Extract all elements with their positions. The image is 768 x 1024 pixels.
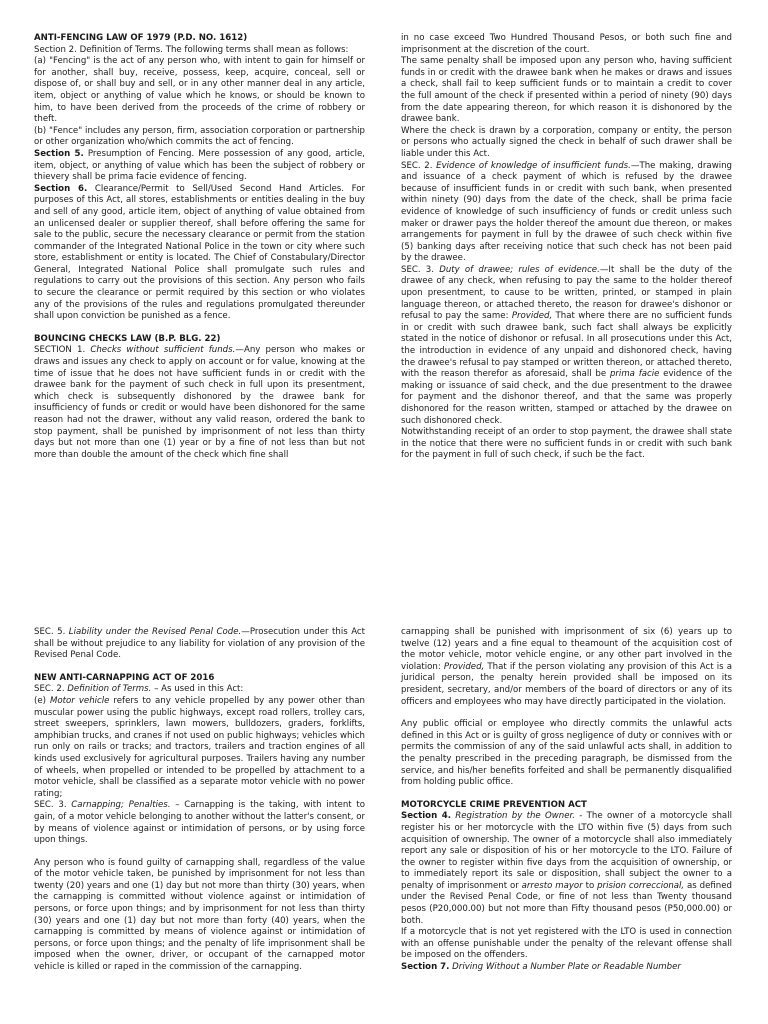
emphasis: arresto mayor — [521, 880, 583, 891]
section-text: Clearance/Permit to Sell/Used Second Hand Articles. For purposes of this Act, all stores, establishments or entities dealing in the buy and sell of any good, article item, object of anything of value obtained from an unlicensed dealer or supplier thereof, shall before offering the same for sale to the public, secure the necessary clearance or permit from the station commander of the Integrated National Police in the town or city where such store, establishment or entity is located. The Chief of Constabulary/Director General, Integrated National Police shall promulgate such rules and regulations to carry out the provisions of this section. Any person who fails to secure the clearance or permit required by this section or who violates any of the provisions of the rules and regulations promulgated thereunder shall upon conviction be punished as a fence. — [34, 183, 365, 322]
section-label: (e) — [34, 695, 50, 706]
paragraph — [34, 627, 365, 662]
paragraph: Where the check is drawn by a corporation, company or entity, the person or persons who actually signed the check in behalf of such drawer shall be liable under this Act. — [401, 125, 732, 159]
paragraph: Section 2. Definition of Terms. The following terms shall mean as follows: — [34, 44, 349, 55]
paragraph — [401, 265, 732, 427]
section-text: —Any person who makes or draws and issues any check to apply on account or for value, knowing at the time of issue that he does not have sufficient funds in or credit with the drawee bank for the payment of such check in full upon its presentment, which check is subsequently dishonored by the drawee bank for insufficiency of funds or credit or would have been dishonored for the same reason had not the drawer, without any valid reason, ordered the bank to stop payment, shall be punished by imprisonment of not less than thirty days but not more than one (1) year or by a fine of not less than but not more than double the amount of the check which fine shall — [34, 345, 365, 460]
section-text: as defined under the Revised Penal Code, or fine of not less than Twenty thousand pesos (P20,000.00) but not more than Fifty thousand pesos (P50,000.00) or both. — [401, 880, 732, 926]
section-text: —Prosecution under this Act shall be without prejudice to any liability for violation of any provision of the Revised Penal Code. — [34, 627, 366, 661]
paragraph — [401, 627, 732, 708]
heading-anti-fencing: ANTI-FENCING LAW OF 1979 (P.D. NO. 1612) — [34, 33, 248, 43]
section-text: – As used in this Act: — [151, 684, 244, 695]
section-title: Checks without sufficient funds. — [90, 345, 236, 356]
section-title: Liability under the Revised Penal Code. — [68, 627, 242, 637]
paragraph — [34, 800, 365, 846]
emphasis: Provided, — [511, 311, 553, 322]
section-label: Section 7. — [401, 962, 450, 973]
section-title: Evidence of knowledge of insufficient funds. — [436, 160, 631, 171]
paragraph: Notwithstanding receipt of an order to stop payment, the drawee shall state in the notice that there were no sufficient funds in or credit with such bank for the payment in full of such check, if such be the fact. — [401, 427, 732, 461]
section-label: Section 5. — [34, 148, 84, 159]
section-label: SEC. 2. — [34, 684, 68, 695]
section-text: - The owner of a motorcycle shall register his or her motorcycle with the LTO within five (5) days from such acquisition of ownership. The owner of a motorcycle shall also immediately report any sale or disposition of his or her motorcycle to the LTO. Failure of the owner to register within five days from the acquisition of ownership, or to immediately report its sale or disposition, shall subject the owner to a penalty of imprisonment or — [401, 811, 732, 891]
section-text: That if the person violating any provision of this Act is a juridical person, the penalty herein provided shall be imposed on its president, secretary, and/or members of the board of directors or any of its officers and employees who may have directly participated in the violation. — [401, 661, 732, 707]
section-label: SEC. 3. — [34, 800, 72, 811]
paragraph: The same penalty shall be imposed upon any person who, having sufficient funds in or credit with the drawee bank when he makes or draws and issues a check, shall fail to keep sufficient funds or to maintain a credit to cover the full amount of the check if presented within a period of ninety (90) days from the date appearing thereon, for which reason it is dishonored by the drawee bank. — [401, 56, 732, 125]
column-top-right — [401, 33, 732, 462]
paragraph — [34, 345, 365, 461]
paragraph: Any person who is found guilty of carnapping shall, regardless of the value of the motor vehicle taken, be punished by imprisonment for not less than twenty (20) years and one (1) day but not more than thirty (30) years, when the carnapping is committed without violence against or intimidation of persons, or force upon things; and by imprisonment for not less than thirty (30) years and one (1) day but not more than forty (40) years, when the carnapping is committed by means of violence against or intimidation of persons, or force upon things; and the penalty of life imprisonment shall be imposed when the owner, driver, or occupant of the carnapped motor vehicle is killed or raped in the commission of the carnapping. — [34, 857, 365, 973]
section-text: carnapping shall be punished with imprisonment of six (6) years up to twelve (12) years and a fine equal to theamount of the acquisition cost of the motor vehicle, motor vehicle engine, or any other part involved in the violation: — [401, 627, 732, 672]
paragraph: Any public official or employee who directly commits the unlawful acts defined in this Act or is guilty of gross negligence of duty or connives with or permits the commission of any of the said unlawful acts shall, in addition to the penalty prescribed in the preceding paragraph, be dismissed from the service, and his/her benefits forfeited and shall be permanently disqualified from holding public office. — [401, 719, 732, 788]
section-label: SECTION 1. — [34, 345, 91, 356]
section-title: Driving Without a Number Plate or Readable Number — [449, 962, 681, 973]
paragraph — [401, 811, 732, 927]
paragraph — [34, 696, 365, 800]
heading-bouncing-checks: BOUNCING CHECKS LAW (B.P. BLG. 22) — [34, 333, 221, 344]
section-label: Section 6. — [34, 183, 88, 194]
section-title: Duty of drawee; rules of evidence. — [439, 264, 600, 275]
section-text: – Carnapping is the taking, with intent to gain, of a motor vehicle belonging to another without the latter's consent, or by means of violence against or intimidation of persons, or by using force upon things. — [34, 800, 365, 846]
section-text: refers to any vehicle propelled by any power other than muscular power using the public highways, except road rollers, trolley cars, street sweepers, sprinklers, lawn mowers, bulldozers, graders, forklifts, amphibian trucks, and cranes if not used on public highways; vehicles which run only on rails or tracks; and tractors, trailers and traction engines of all kinds used exclusively for agricultural purposes. Trailers having any number of wheels, when propelled or intended to be propelled by attachment to a motor vehicle, shall be classified as a separate motor vehicle with no power rating; — [34, 695, 365, 799]
emphasis: prision correccional, — [597, 880, 685, 891]
section-text: That where there are no sufficient funds in or credit with such drawee bank, such fact shall always be explicitly stated in the notice of dishonor or refusal. In all prosecutions under this Act, the introduction in evidence of any unpaid and dishonored check, having the drawee's refusal to pay stamped or written thereon, or attached thereto, with the reason therefor as aforesaid, shall be — [401, 311, 732, 380]
section-text: —The making, drawing and issuance of a check payment of which is refused by the drawee because of insufficient funds in or credit with such bank, when presented within ninety (90) days from the date of the check, shall be prima facie evidence of knowledge of such insufficiency of funds or credit unless such maker or drawer pays the holder thereof the amount due thereon, or makes arrangements for payment in full by the drawee of such check within five (5) banking days after receiving notice that such check has not been paid by the drawee. — [401, 160, 733, 264]
paragraph — [34, 184, 365, 323]
section-title: Registration by the Owner. — [450, 811, 575, 822]
paragraph — [401, 962, 732, 974]
column-bottom-left — [34, 627, 365, 974]
section-title: Carnapping; Penalties. — [71, 800, 171, 811]
section-title: Motor vehicle — [50, 695, 110, 706]
column-bottom-right — [401, 627, 732, 974]
paragraph: in no case exceed Two Hundred Thousand Pesos, or both such fine and imprisonment at the discretion of the court. — [401, 33, 732, 55]
paragraph: If a motorcycle that is not yet registered with the LTO is used in connection with an offense punishable under the penalty of the relevant offense shall be imposed on the offenders. — [401, 927, 732, 961]
section-label: Section 4. — [401, 811, 451, 822]
section-label: SEC. 2. — [401, 160, 437, 171]
section-text: evidence of the making or issuance of said check, and the due presentment to the drawee for payment and the dishonor thereof, and that the same was properly dishonored for the reason written, stamped or attached by the drawee on such dishonored check. — [401, 369, 733, 426]
section-text: —It shall be the duty of the drawee of any check, when refusing to pay the same to the holder thereof upon presentment, to cause to be written, printed, or stamped in plain language thereon, or attached thereto, the reason for drawee's dishonor or refusal to pay the same: — [401, 264, 732, 322]
emphasis: Provided, — [443, 661, 485, 672]
section-label: SEC. 3. — [401, 264, 440, 275]
paragraph: (b) "Fence" includes any person, firm, association corporation or partnership or other organization who/which commits the act of fencing. — [34, 125, 365, 148]
column-top-left — [34, 33, 365, 461]
section-text: to — [582, 880, 598, 891]
paragraph: (a) "Fencing" is the act of any person who, with intent to gain for himself or for another, shall buy, receive, possess, keep, acquire, conceal, sell or dispose of, or shall buy and sell, or in any other manner deal in any article, item, object or anything of value which he knows, or should be known to him, to have been derived from the proceeds of the crime of robbery or theft. — [34, 56, 365, 125]
heading-anti-carnapping: NEW ANTI-CARNAPPING ACT OF 2016 — [34, 672, 215, 683]
section-label: SEC. 5. — [34, 627, 69, 637]
section-title: Definition of Terms. — [67, 684, 152, 695]
emphasis: prima facie — [609, 369, 660, 380]
paragraph — [401, 161, 732, 265]
heading-motorcycle: MOTORCYCLE CRIME PREVENTION ACT — [401, 799, 587, 810]
paragraph — [34, 684, 365, 696]
paragraph — [34, 149, 365, 184]
section-text: Presumption of Fencing. Mere possession of any good, article, item, object, or anything of value which has been the subject of robbery or thievery shall be prima facie evidence of fencing. — [34, 148, 365, 183]
